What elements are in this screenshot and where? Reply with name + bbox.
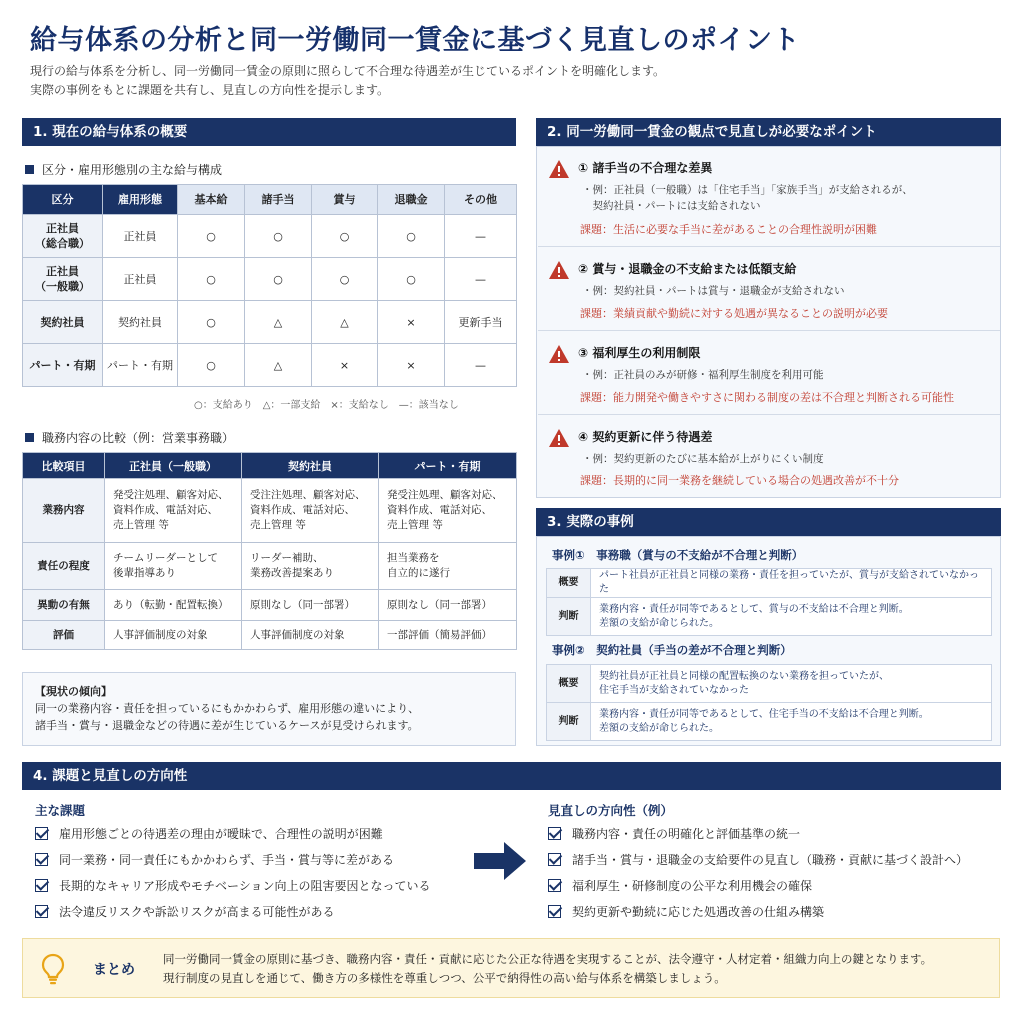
row-header-line: 正社員 [46,265,79,278]
row-header-line: 正社員 [46,222,79,235]
example-line: ・例：正社員（一般職）は「住宅手当」「家族手当」が支給されるが、 [582,184,913,196]
table-cell: ○ [378,215,445,258]
direction-text: 福利厚生・研修制度の公平な利用機会の確保 [572,879,813,893]
table-cell: × [312,344,378,387]
table-cell: — [445,215,517,258]
table-cell: ○ [178,215,245,258]
table-cell: ○ [312,215,378,258]
direction-item [548,878,812,894]
direction-text: 契約更新や勤続に応じた処遇改善の仕組み構築 [572,905,825,919]
summary-label: まとめ [93,962,135,978]
direction-heading: 見直しの方向性（例） [548,803,674,818]
cell-line: 業務改善提案あり [250,567,334,579]
issue-label: 課題： [580,223,613,236]
table-header: 区分 [23,185,103,215]
case-table [546,664,992,741]
summary-line: 現行制度の見直しを通じて、働き方の多様性を尊重しつつ、公平で納得性の高い給与体系を構築しましょう。 [163,971,726,985]
table1-caption [25,161,222,178]
point-issue [580,221,877,237]
table-header: 雇用形態 [103,185,178,215]
row-header [23,215,103,258]
example-line: ・例：契約更新のたびに基本給が上がりにくい制度 [582,453,824,465]
point-example [582,451,824,467]
table-cell: ○ [312,258,378,301]
case-value [591,665,992,703]
table-row [23,479,517,543]
bullet-square-icon [25,165,34,174]
table-cell: × [378,301,445,344]
trend-line: 諸手当・賞与・退職金などの待遇に差が生じているケースが見受けられます。 [35,719,419,732]
case-title: 事例① 事務職（賞与の不支給が不合理と判断） [552,548,804,562]
section2-heading: 2. 同一労働同一賃金の観点で見直しが必要なポイント [536,118,1001,146]
table-cell: ○ [245,215,312,258]
direction-item [548,904,824,920]
lightbulb-icon [41,953,65,985]
case-key: 判断 [547,703,591,741]
table-cell: ○ [178,258,245,301]
table-row [23,215,517,258]
table-cell: 原則なし（同一部署） [379,590,517,621]
warning-triangle-icon [548,260,570,280]
table-row [23,258,517,301]
section3-heading: 3. 実際の事例 [536,508,1001,536]
point-example [582,367,824,383]
point-example [582,182,913,214]
table-cell: 一部評価（簡易評価） [379,621,517,650]
cell-line: 売上管理 等 [250,519,306,531]
case-title: 事例② 契約社員（手当の差が不合理と判断） [552,643,792,657]
point-item [538,248,1000,331]
table-cell: △ [245,301,312,344]
table-cell: 契約社員 [103,301,178,344]
table-row [547,569,992,598]
warning-triangle-icon [548,344,570,364]
table2-caption-text: 職務内容の比較（例：営業事務職） [42,431,235,445]
table-cell: △ [245,344,312,387]
table-cell [105,543,242,590]
direction-item [548,852,968,868]
table-cell [379,543,517,590]
case-line: 業務内容・責任が同等であるとして、住宅手当の不支給は不合理と判断。 [599,708,929,720]
issue-text: 雇用形態ごとの待遇差の理由が曖昧で、合理性の説明が困難 [59,827,383,841]
point-item [538,147,1000,247]
issue-text: 能力開発や働きやすさに関わる制度の差は不合理と判断される可能性 [613,391,954,404]
example-line: 契約社員・パートには支給されない [582,200,761,212]
table-cell: 人事評価制度の対象 [242,621,379,650]
table-cell: 正社員 [103,215,178,258]
table-row [23,543,517,590]
summary-line: 同一労働同一賃金の原則に基づき、職務内容・責任・貢献に応じた公正な待遇を実現することが、法令遵守・人材定着・組織力向上の鍵となります。 [163,952,933,966]
table-cell [105,479,242,543]
table-row [23,344,517,387]
table-cell: × [378,344,445,387]
table-cell: △ [312,301,378,344]
direction-text: 職務内容・責任の明確化と評価基準の統一 [572,827,801,841]
point-item [538,416,1000,497]
cell-line: 資料作成、電話対応、 [113,504,218,516]
issue-text: 長期的に同一業務を継続している場合の処遇改善が不十分 [613,474,899,487]
cell-line: 資料作成、電話対応、 [250,504,355,516]
table-header: 諸手当 [245,185,312,215]
cell-line: リーダー補助、 [250,552,324,564]
cell-line: 売上管理 等 [113,519,169,531]
current-trend-box [22,672,516,746]
issue-label: 課題： [580,474,613,487]
issue-item [35,904,335,920]
section4-heading: 4. 課題と見直しの方向性 [22,762,1001,790]
checkbox-checked-icon [35,905,48,918]
pay-structure-table [22,184,517,387]
case-key: 概要 [547,665,591,703]
intro-line: 実際の事例をもとに課題を共有し、見直しの方向性を提示します。 [30,83,390,97]
issue-item [35,826,383,842]
issue-text: 業績貢献や勤続に対する処遇が異なることの説明が必要 [613,307,888,320]
example-line: ・例：正社員のみが研修・福利厚生制度を利用可能 [582,369,824,381]
case-line: 契約社員が正社員と同様の配置転換のない業務を担っていたが、 [599,670,889,682]
summary-text [163,950,932,988]
direction-text: 諸手当・賞与・退職金の支給要件の見直し（職務・貢献に基づく設計へ） [572,853,969,867]
table-cell: 原則なし（同一部署） [242,590,379,621]
point-item [538,332,1000,415]
table-cell: ○ [378,258,445,301]
direction-item [548,826,800,842]
row-header [23,258,103,301]
row-header-line: （総合職） [35,237,90,250]
row-header: 契約社員 [23,301,103,344]
cell-line: 受注注処理、顧客対応、 [250,489,366,501]
issue-item [35,852,394,868]
point-title: ④ 契約更新に伴う待遇差 [578,430,713,444]
checkbox-checked-icon [548,827,561,840]
table-header: 賞与 [312,185,378,215]
case-value: パート社員が正社員と同様の業務・責任を担っていたが、賞与が支給されていなかった [591,569,992,598]
issue-text: 長期的なキャリア形成やモチベーション向上の阻害要因となっている [59,879,431,893]
table-cell [242,479,379,543]
row-header: パート・有期 [23,344,103,387]
table-row [547,703,992,741]
checkbox-checked-icon [548,853,561,866]
point-title: ② 賞与・退職金の不支給または低額支給 [578,262,797,276]
table-header: 比較項目 [23,453,105,479]
point-title: ① 諸手当の不合理な差異 [578,161,713,175]
section1-heading: 1. 現在の給与体系の概要 [22,118,516,146]
checkbox-checked-icon [548,905,561,918]
issue-text: 法令違反リスクや訴訟リスクが高まる可能性がある [59,905,335,919]
cell-line: チームリーダーとして [113,552,218,564]
issue-label: 課題： [580,391,613,404]
table-header-row [23,453,517,479]
row-header: 業務内容 [23,479,105,543]
intro-line: 現行の給与体系を分析し、同一労働同一賃金の原則に照らして不合理な待遇差が生じているポイントを明確化します。 [30,64,666,78]
table-header: パート・有期 [379,453,517,479]
job-comparison-table [22,452,517,650]
issue-label: 課題： [580,307,613,320]
table-header: 退職金 [378,185,445,215]
table-row [547,665,992,703]
trend-line: 同一の業務内容・責任を担っているにもかかわらず、雇用形態の違いにより、 [35,702,420,715]
cell-line: 資料作成、電話対応、 [387,504,492,516]
table-cell: ○ [178,301,245,344]
row-header-line: （一般職） [35,280,90,293]
case-line: 住宅手当が支給されていなかった [599,684,749,696]
case-value [591,598,992,636]
bullet-square-icon [25,433,34,442]
table-cell: ○ [178,344,245,387]
issue-text: 生活に必要な手当に差があることの合理性説明が困難 [613,223,877,236]
table-header: 契約社員 [242,453,379,479]
cell-line: 売上管理 等 [387,519,443,531]
point-issue [580,305,888,321]
issue-text: 同一業務・同一責任にもかかわらず、手当・賞与等に差がある [59,853,395,867]
row-header: 責任の程度 [23,543,105,590]
cell-line: 発受注処理、顧客対応、 [113,489,229,501]
table-cell [379,479,517,543]
case-key: 判断 [547,598,591,636]
table-cell: ○ [245,258,312,301]
table-cell: 正社員 [103,258,178,301]
checkbox-checked-icon [35,853,48,866]
example-line: ・例：契約社員・パートは賞与・退職金が支給されない [582,285,845,297]
table-cell: あり（転勤・配置転換） [105,590,242,621]
table-cell: 更新手当 [445,301,517,344]
case-key: 概要 [547,569,591,598]
table-legend: ○：支給あり △：一部支給 ×：支給なし —：該当なし [194,400,459,411]
checkbox-checked-icon [35,827,48,840]
point-title: ③ 福利厚生の利用制限 [578,346,701,360]
warning-triangle-icon [548,159,570,179]
point-example [582,283,845,299]
issues-heading: 主な課題 [35,803,86,818]
table-cell: — [445,258,517,301]
table-header: その他 [445,185,517,215]
case-table [546,568,992,636]
summary-box [22,938,1000,998]
point-issue [580,472,899,488]
point-issue [580,389,954,405]
cell-line: 後輩指導あり [113,567,176,579]
table-header-row [23,185,517,215]
table-header: 基本給 [178,185,245,215]
table-cell: — [445,344,517,387]
table-cell: 人事評価制度の対象 [105,621,242,650]
warning-triangle-icon [548,428,570,448]
intro-text [30,62,665,100]
table-row [23,301,517,344]
table-header: 正社員（一般職） [105,453,242,479]
checkbox-checked-icon [35,879,48,892]
cell-line: 担当業務を [387,552,440,564]
case-value [591,703,992,741]
cell-line: 自立的に遂行 [387,567,450,579]
checkbox-checked-icon [548,879,561,892]
cell-line: 発受注処理、顧客対応、 [387,489,503,501]
case-line: 差額の支給が命じられた。 [599,722,719,734]
issue-item [35,878,431,894]
case-line: 差額の支給が命じられた。 [599,617,719,629]
trend-heading: 【現状の傾向】 [35,685,112,698]
table-cell: パート・有期 [103,344,178,387]
table-row [23,621,517,650]
case-line: 業務内容・責任が同等であるとして、賞与の不支給は不合理と判断。 [599,603,909,615]
right-arrow-icon [474,842,526,880]
table-row [547,598,992,636]
table-cell [242,543,379,590]
table-row [23,590,517,621]
table1-caption-text: 区分・雇用形態別の主な給与構成 [42,163,223,177]
page-title: 給与体系の分析と同一労働同一賃金に基づく見直しのポイント [30,25,800,56]
row-header: 異動の有無 [23,590,105,621]
row-header: 評価 [23,621,105,650]
table2-caption [25,429,234,446]
